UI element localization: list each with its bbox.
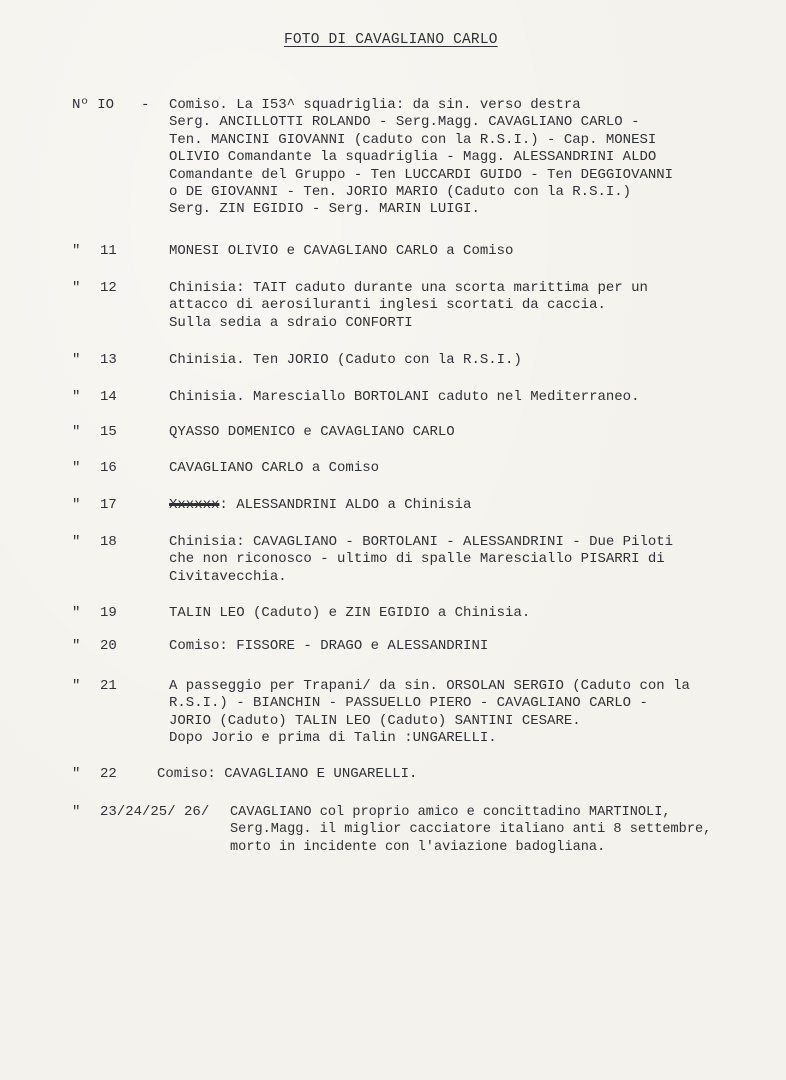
text-line: Ten. MANCINI GIOVANNI (caduto con la R.S.I.) - Cap. MONESI (169, 131, 657, 148)
text-line: QYASSO DOMENICO e CAVAGLIANO CARLO (169, 424, 455, 440)
entry-number (72, 766, 117, 783)
text-line: Serg.Magg. il miglior cacciatore italiano anti 8 settembre, (230, 822, 712, 838)
entry-number-value: 18 (100, 534, 117, 550)
ditto-mark: " (72, 766, 81, 782)
text-line: Chinisia. Maresciallo BORTOLANI caduto nel Mediterraneo. (169, 389, 640, 405)
ditto-mark: " (72, 280, 81, 296)
ditto-mark: " (72, 534, 81, 550)
entry-number: Nº IO (72, 97, 115, 113)
entry-number (72, 460, 117, 477)
entry-number-value: 11 (100, 243, 117, 259)
entry-text (169, 497, 471, 514)
text-line: Serg. ANCILLOTTI ROLANDO - Serg.Magg. CAVAGLIANO CARLO - (169, 114, 640, 131)
entry-text (169, 280, 648, 332)
entry-text (169, 678, 690, 748)
entry-text (169, 534, 673, 586)
text-line: CAVAGLIANO CARLO a Comiso (169, 460, 380, 476)
ditto-mark: " (72, 243, 81, 259)
text-line: Comiso: FISSORE - DRAGO e ALESSANDRINI (169, 638, 489, 654)
ditto-mark: " (72, 678, 81, 694)
text-line: che non riconosco - ultimo di spalle Maresciallo PISARRI di (169, 551, 665, 568)
ditto-mark: " (72, 389, 81, 405)
entry-number (72, 389, 117, 406)
struck-out-word: Xxxxxx (169, 497, 220, 513)
text-line: Serg. ZIN EGIDIO - Serg. MARIN LUIGI. (169, 201, 480, 218)
entry-number-value: 19 (100, 605, 117, 621)
entry-text (169, 460, 379, 477)
ditto-mark: " (72, 638, 81, 654)
ditto-mark: " (72, 352, 81, 368)
text-line: Chinisia. Ten JORIO (Caduto con la R.S.I.) (169, 352, 522, 368)
entry-number-value: 21 (100, 678, 117, 694)
entry-number-value: 13 (100, 352, 117, 368)
entry-number (72, 424, 117, 441)
text-line: A passeggio per Trapani/ da sin. ORSOLAN SERGIO (Caduto con la (169, 678, 690, 694)
text-line: CAVAGLIANO col proprio amico e concittadino MARTINOLI, (230, 805, 671, 820)
entry-text (169, 97, 673, 219)
text-line: attacco di aerosiluranti inglesi scortati da caccia. (169, 297, 606, 314)
text-line: JORIO (Caduto) TALIN LEO (Caduto) SANTINI CESARE. (169, 712, 581, 729)
text-line: Comandante del Gruppo - Ten LUCCARDI GUIDO - Ten DEGGIOVANNI (169, 166, 674, 183)
text-line: MONESI OLIVIO e CAVAGLIANO CARLO a Comiso (169, 243, 514, 259)
text-line-rest: : ALESSANDRINI ALDO a Chinisia (219, 497, 472, 513)
text-line: TALIN LEO (Caduto) e ZIN EGIDIO a Chinisia. (169, 605, 531, 621)
entry-number (72, 638, 117, 655)
entry-text (157, 766, 417, 783)
entry-text (169, 424, 455, 441)
entry-text (169, 605, 530, 622)
entry-number-value: 15 (100, 424, 117, 440)
text-line: Comiso. La I53^ squadriglia: da sin. verso destra (169, 97, 581, 113)
text-line: morto in incidente con l'aviazione badogliana. (230, 839, 606, 855)
entry-number-value: 14 (100, 389, 117, 405)
text-line (169, 497, 471, 514)
entry-number (72, 534, 117, 551)
ditto-mark: " (72, 424, 81, 440)
entry-number (72, 243, 117, 260)
text-line: Civitavecchia. (169, 568, 287, 585)
entry-text (169, 638, 488, 655)
entry-dash: - (141, 97, 150, 113)
ditto-mark: " (72, 804, 81, 820)
text-line: R.S.I.) - BIANCHIN - PASSUELLO PIERO - CAVAGLIANO CARLO - (169, 695, 648, 712)
document-title: FOTO DI CAVAGLIANO CARLO (284, 32, 498, 48)
entry-number-value: 17 (100, 497, 117, 513)
entry-text (169, 389, 639, 406)
entry-number (72, 678, 117, 695)
text-line: Dopo Jorio e prima di Talin :UNGARELLI. (169, 730, 497, 747)
text-line: Comiso: CAVAGLIANO E UNGARELLI. (157, 766, 418, 782)
entry-number-value: 23/24/25/ 26/ (100, 804, 210, 820)
text-line: Sulla sedia a sdraio CONFORTI (169, 314, 413, 331)
entry-number-value: 16 (100, 460, 117, 476)
entry-text (169, 352, 522, 369)
entry-number (72, 497, 117, 514)
entry-number (72, 280, 117, 297)
entry-number-value: 12 (100, 280, 117, 296)
entry-number (72, 804, 209, 821)
entry-number-value: 20 (100, 638, 117, 654)
entry-number (72, 352, 117, 369)
text-line: o DE GIOVANNI - Ten. JORIO MARIO (Caduto con la R.S.I.) (169, 184, 632, 201)
ditto-mark: " (72, 460, 81, 476)
entry-number-value: 22 (100, 766, 117, 782)
entry-number (72, 605, 117, 622)
text-line: Chinisia: TAIT caduto durante una scorta marittima per un (169, 280, 648, 296)
ditto-mark: " (72, 497, 81, 513)
ditto-mark: " (72, 605, 81, 621)
text-line: OLIVIO Comandante la squadriglia - Magg. ALESSANDRINI ALDO (169, 149, 657, 166)
text-line: Chinisia: CAVAGLIANO - BORTOLANI - ALESSANDRINI - Due Piloti (169, 534, 674, 550)
entry-text (230, 804, 711, 856)
entry-text (169, 243, 513, 260)
